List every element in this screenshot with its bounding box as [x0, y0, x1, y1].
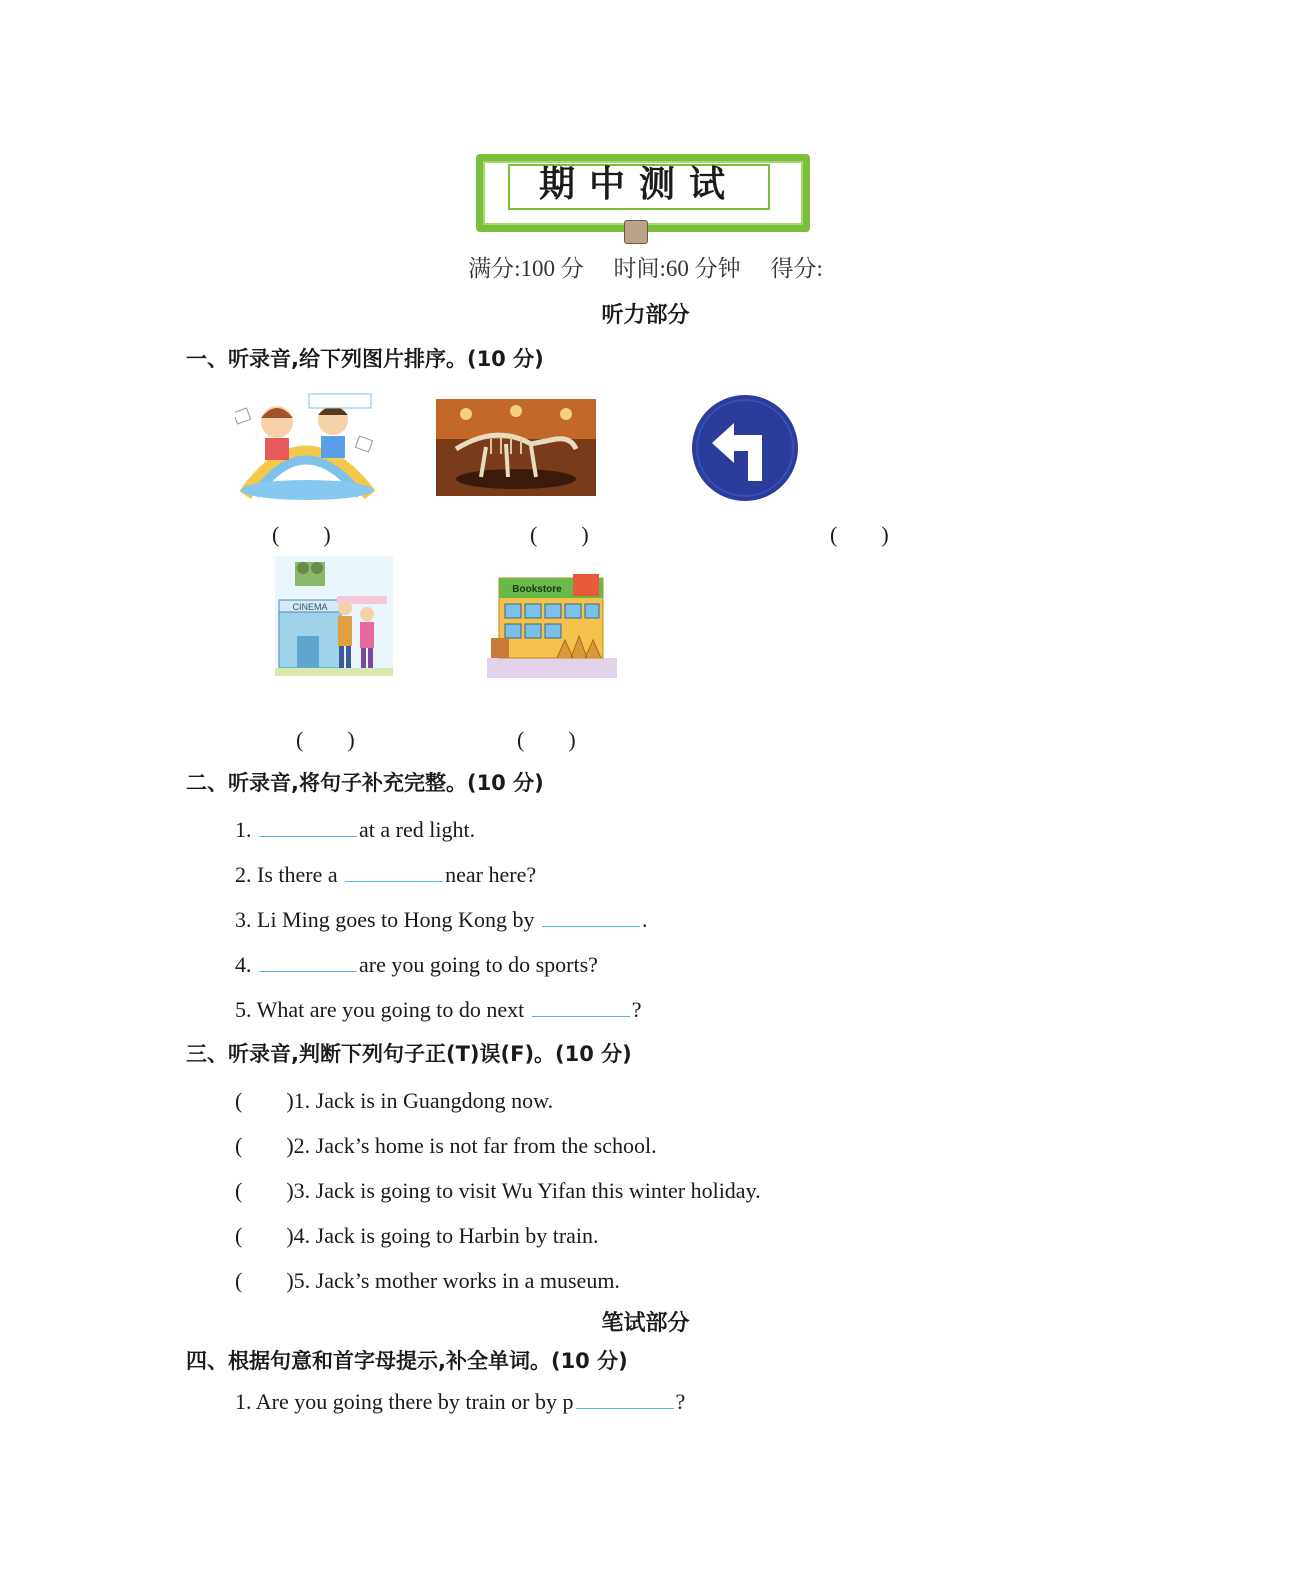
q2-item-2-blank[interactable] [345, 859, 443, 882]
dinosaur-skeleton-icon [436, 399, 596, 496]
q2-item-5-post: ? [631, 997, 642, 1022]
q2-item-4-pre: 4. [235, 952, 257, 977]
q4-item-1 [235, 1386, 685, 1415]
q4-heading: 四、根据句意和首字母提示,补全单词。(10 分) [186, 1349, 628, 1373]
q2-item-1-post: at a red light. [359, 817, 476, 842]
listening-heading: 听力部分 [601, 303, 690, 328]
q2-item-3-pre: 3. Li Ming goes to Hong Kong by [235, 907, 540, 932]
children-rainbow-icon [235, 390, 377, 500]
q2-item-2-pre: 2. Is there a [235, 862, 344, 887]
q3-item-4[interactable]: ( )4. Jack is going to Harbin by train. [235, 1223, 599, 1248]
q2-item-2 [235, 859, 536, 888]
q2-item-2-post: near here? [445, 862, 537, 887]
children-rainbow-picture [235, 390, 377, 500]
bookstore-picture [487, 570, 617, 680]
cinema-picture [275, 556, 393, 676]
q4-item-1-pre: 1. Are you going there by train or by p [235, 1389, 574, 1414]
q2-item-5-pre: 5. What are you going to do next [235, 997, 530, 1022]
q1-paren-4[interactable]: ( ) [296, 727, 355, 752]
q1-paren-3[interactable]: ( ) [830, 522, 889, 547]
q2-item-1-pre: 1. [235, 817, 257, 842]
q2-item-3-blank[interactable] [542, 904, 640, 927]
cinema-sign: CINEMA [292, 602, 328, 612]
q1-paren-2[interactable]: ( ) [530, 522, 589, 547]
cinema-building-icon [275, 556, 393, 676]
exam-time: 时间:60 分钟 [613, 256, 741, 281]
dinosaur-museum-picture [436, 399, 596, 496]
bookstore-building-icon [487, 570, 617, 680]
writing-heading: 笔试部分 [601, 1311, 690, 1336]
turn-left-arrow-icon [690, 393, 800, 503]
page-title: 期中测试 [538, 164, 739, 205]
q3-item-5[interactable]: ( )5. Jack’s mother works in a museum. [235, 1268, 620, 1293]
q2-item-3 [235, 904, 647, 933]
turn-left-sign-picture [690, 393, 800, 503]
q3-heading: 三、听录音,判断下列句子正(T)误(F)。(10 分) [186, 1042, 632, 1066]
q2-item-5-blank[interactable] [532, 994, 630, 1017]
q4-item-1-post: ? [675, 1389, 686, 1414]
q2-heading: 二、听录音,将句子补充完整。(10 分) [186, 771, 544, 795]
q2-item-4 [235, 949, 598, 978]
q2-item-1-blank[interactable] [259, 814, 357, 837]
q3-item-3[interactable]: ( )3. Jack is going to visit Wu Yifan this winter holiday. [235, 1178, 761, 1203]
q1-paren-5[interactable]: ( ) [517, 727, 576, 752]
q2-item-5 [235, 994, 641, 1023]
q2-item-1 [235, 814, 475, 843]
q3-item-2[interactable]: ( )2. Jack’s home is not far from the school. [235, 1133, 657, 1158]
banner-post-icon [624, 220, 648, 244]
q2-item-4-blank[interactable] [259, 949, 357, 972]
q1-heading: 一、听录音,给下列图片排序。(10 分) [186, 347, 544, 371]
full-score: 满分:100 分 [468, 256, 584, 281]
q4-item-1-blank[interactable] [576, 1386, 674, 1409]
q2-item-4-post: are you going to do sports? [359, 952, 598, 977]
bookstore-sign: Bookstore [512, 584, 562, 595]
score-field: 得分: [770, 256, 823, 281]
q3-item-1[interactable]: ( )1. Jack is in Guangdong now. [235, 1088, 554, 1113]
title-banner [472, 150, 802, 242]
q1-paren-1[interactable]: ( ) [272, 522, 331, 547]
q2-item-3-post: . [641, 907, 648, 932]
exam-info [0, 250, 1291, 283]
